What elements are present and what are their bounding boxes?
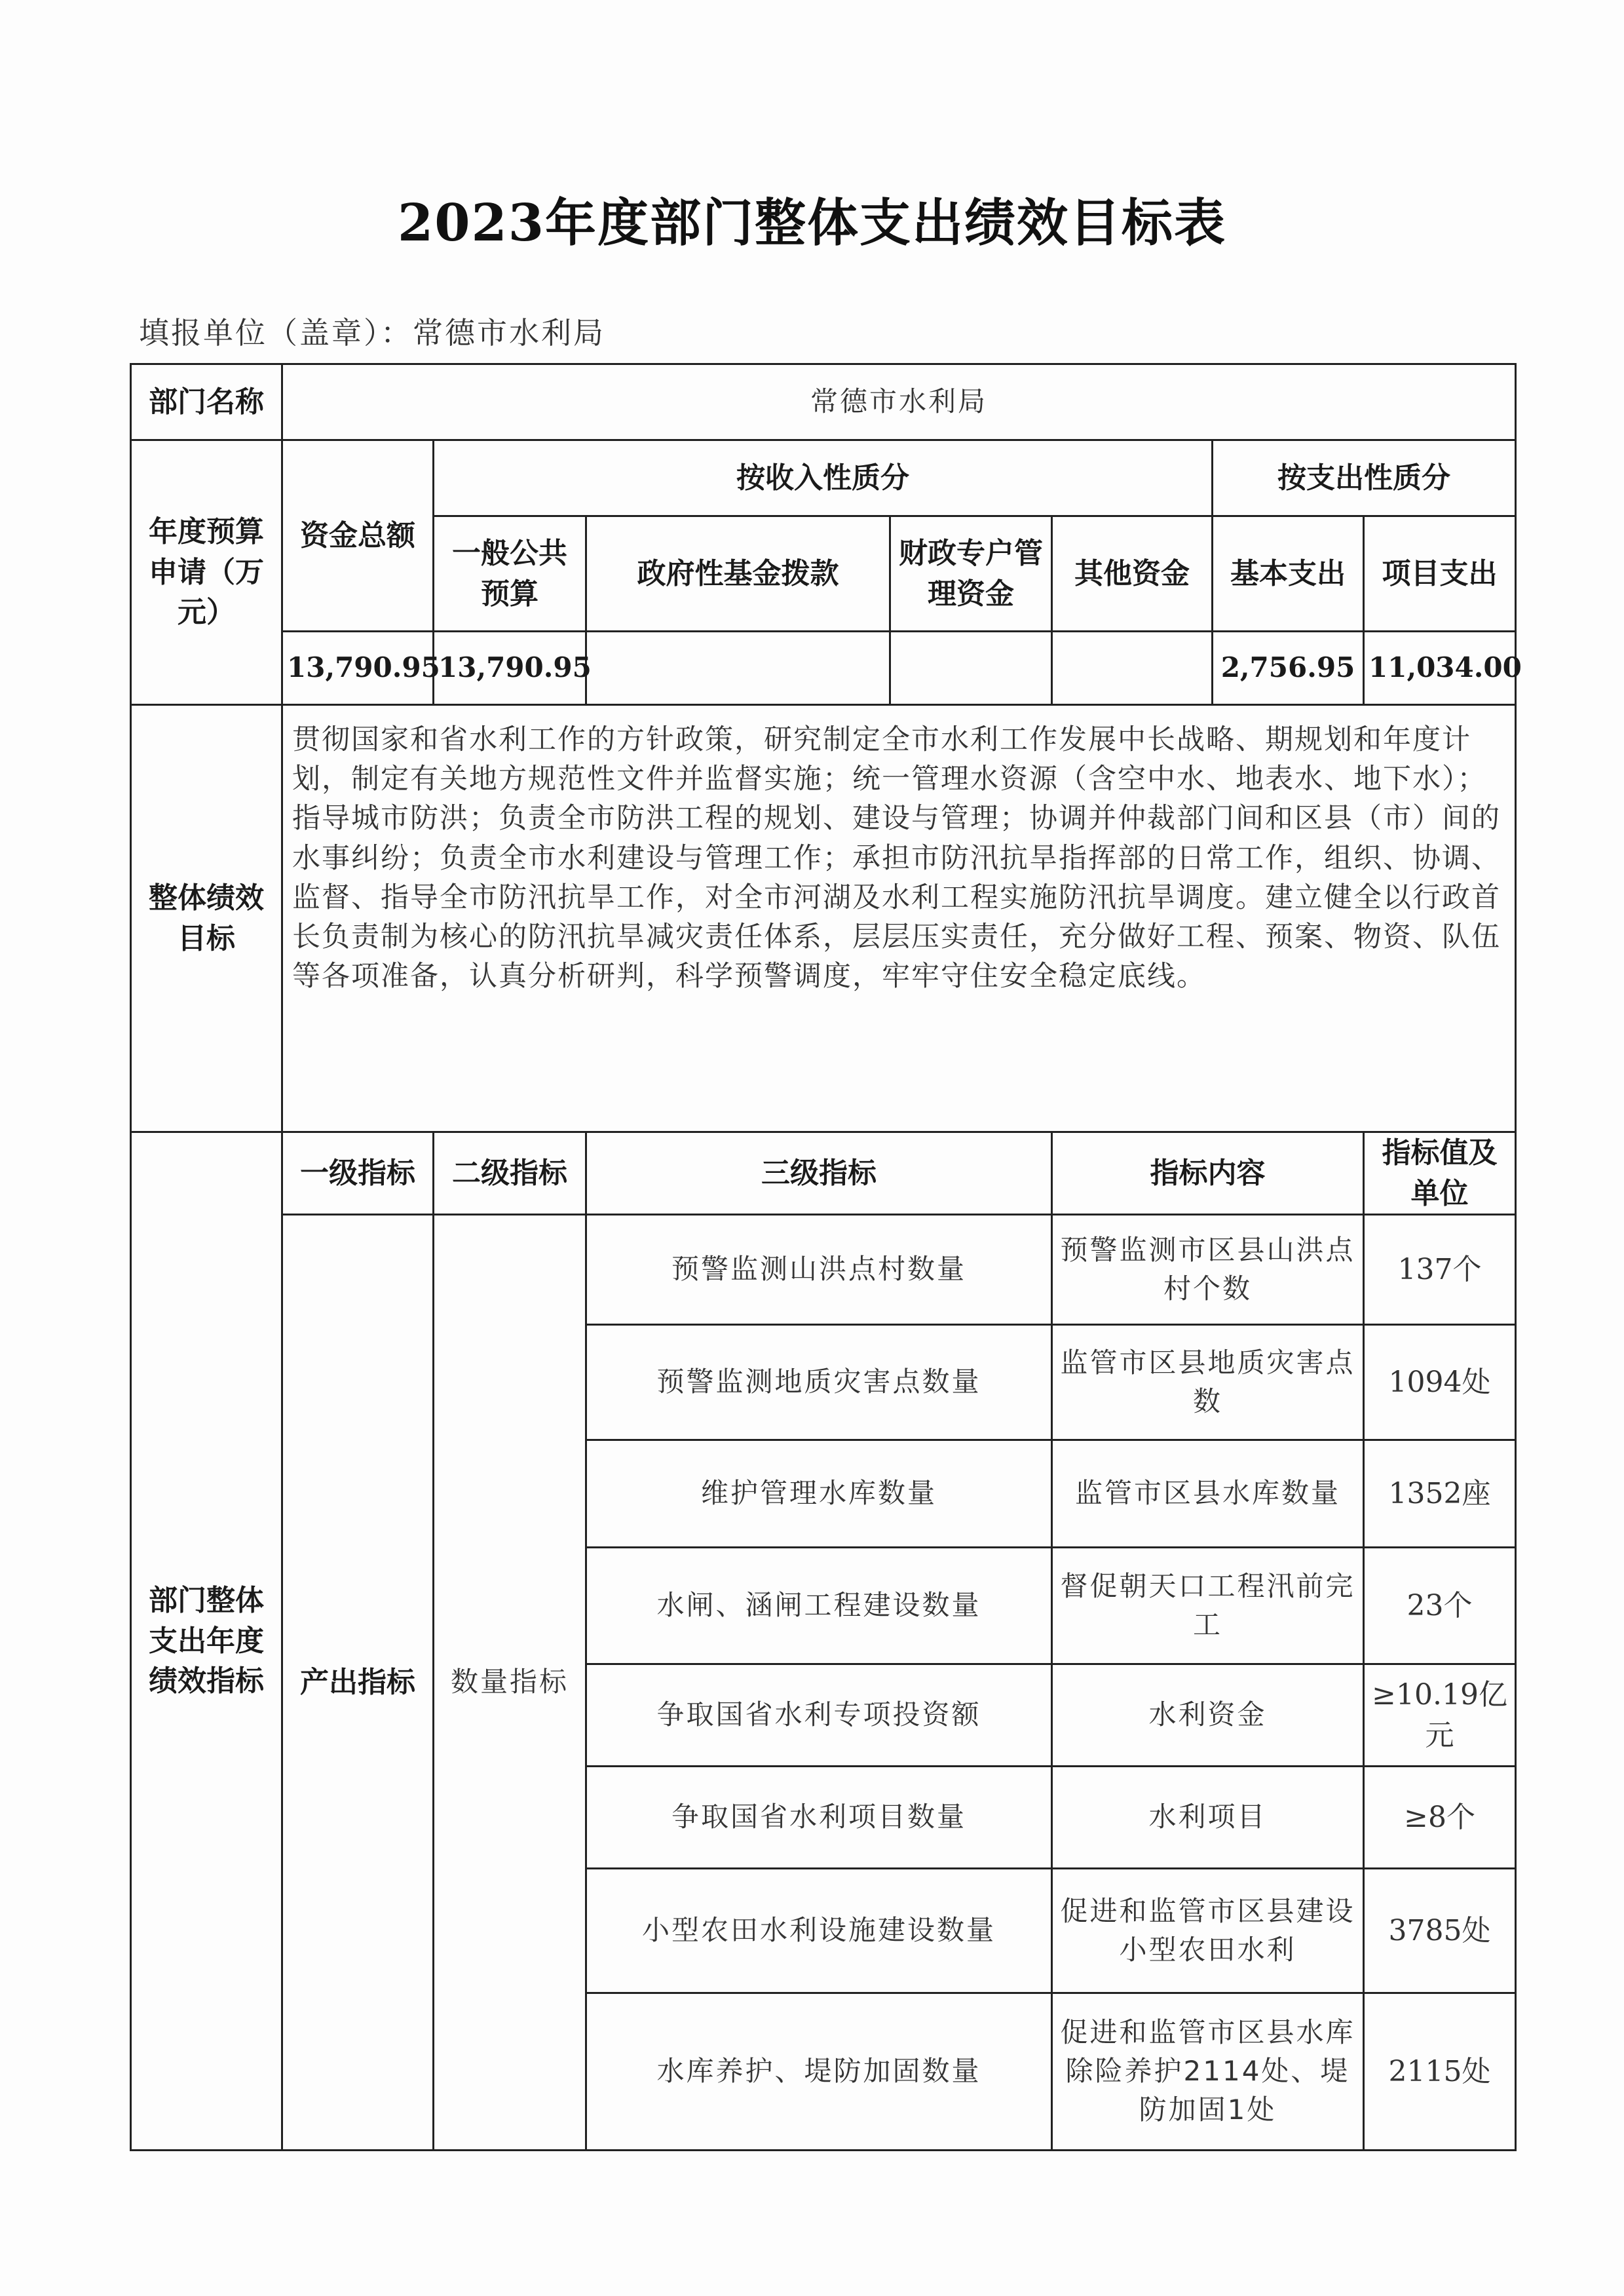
other-funds-value [1052, 632, 1213, 705]
filler-unit-label: 填报单位（盖章）：常德市水利局 [139, 315, 605, 351]
project-expense-label: 项目支出 [1364, 516, 1516, 632]
special-account-label: 财政专户管理资金 [890, 516, 1052, 632]
project-expense-value: 11,034.00 [1364, 632, 1516, 705]
overall-goal-label: 整体绩效目标 [131, 705, 282, 1132]
indicator-row-4-l3: 水闸、涵闸工程建设数量 [586, 1548, 1052, 1664]
overall-goal-text: 贯彻国家和省水利工作的方针政策，研究制定全市水利工作发展中长战略、期规划和年度计划，制定有关地方规范性文件并监督实施；统一管理水资源（含空中水、地表水、地下水）；指导城市防洪；负责全市防洪工程的规划、建设与管理；协调并仲裁部门间和区县（市）间的水事纠纷；负责全市水利建设与管理工作；承担市防汛抗旱指挥部的日常工作，组织、协调、监督、指导全市防汛抗旱工作，对全市河湖及水利工程实施防汛抗旱调度。建立健全以行政首长负责制为核心的防汛抗旱减灾责任体系，层层压实责任，充分做好工程、预案、物资、队伍等各项准备，认真分析研判，科学预警调度，牢牢守住安全稳定底线。 [282, 705, 1516, 1132]
indicator-row-4-content: 督促朝天口工程汛前完工 [1052, 1548, 1364, 1664]
value-header: 指标值及单位 [1364, 1132, 1516, 1215]
other-funds-label: 其他资金 [1052, 516, 1213, 632]
content-header: 指标内容 [1052, 1132, 1364, 1215]
by-expense-label: 按支出性质分 [1213, 440, 1516, 516]
indicator-row-8-l3: 水库养护、堤防加固数量 [586, 1993, 1052, 2151]
by-income-label: 按收入性质分 [434, 440, 1213, 516]
gov-fund-value [586, 632, 890, 705]
indicator-row-2-content: 监管市区县地质灾害点数 [1052, 1325, 1364, 1440]
page-title: 2023年度部门整体支出绩效目标表 [397, 193, 1227, 253]
indicator-row-6-content: 水利项目 [1052, 1767, 1364, 1869]
indicator-row-5-l3: 争取国省水利专项投资额 [586, 1664, 1052, 1767]
budget-label: 年度预算申请（万元） [131, 440, 282, 705]
level3-header: 三级指标 [586, 1132, 1052, 1215]
indicator-row-7-l3: 小型农田水利设施建设数量 [586, 1869, 1052, 1993]
level1-header: 一级指标 [282, 1132, 434, 1215]
gov-fund-label: 政府性基金拨款 [586, 516, 890, 632]
general-budget-label: 一般公共预算 [434, 516, 586, 632]
indicator-row-2-value: 1094处 [1364, 1325, 1516, 1440]
indicator-row-5-value: ≥10.19亿元 [1364, 1664, 1516, 1767]
dept-name-value: 常德市水利局 [282, 364, 1516, 440]
dept-name-label: 部门名称 [131, 364, 282, 440]
indicator-row-7-content: 促进和监管市区县建设小型农田水利 [1052, 1869, 1364, 1993]
indicator-row-6-value: ≥8个 [1364, 1767, 1516, 1869]
indicator-row-5-content: 水利资金 [1052, 1664, 1364, 1767]
special-account-value [890, 632, 1052, 705]
basic-expense-value: 2,756.95 [1213, 632, 1364, 705]
level2-value: 数量指标 [434, 1215, 586, 2151]
indicator-row-4-value: 23个 [1364, 1548, 1516, 1664]
indicator-row-6-l3: 争取国省水利项目数量 [586, 1767, 1052, 1869]
indicators-section-label: 部门整体支出年度绩效指标 [131, 1132, 282, 2151]
general-budget-value: 13,790.95 [434, 632, 586, 705]
indicator-row-3-l3: 维护管理水库数量 [586, 1440, 1052, 1548]
indicator-row-3-content: 监管市区县水库数量 [1052, 1440, 1364, 1548]
indicator-row-1-l3: 预警监测山洪点村数量 [586, 1215, 1052, 1325]
indicator-row-2-l3: 预警监测地质灾害点数量 [586, 1325, 1052, 1440]
indicator-row-8-content: 促进和监管市区县水库除险养护2114处、堤防加固1处 [1052, 1993, 1364, 2151]
indicator-row-7-value: 3785处 [1364, 1869, 1516, 1993]
indicator-row-1-value: 137个 [1364, 1215, 1516, 1325]
indicator-row-8-value: 2115处 [1364, 1993, 1516, 2151]
total-funds-value: 13,790.95 [282, 632, 434, 705]
basic-expense-label: 基本支出 [1213, 516, 1364, 632]
indicator-row-1-content: 预警监测市区县山洪点村个数 [1052, 1215, 1364, 1325]
level1-value: 产出指标 [282, 1215, 434, 2151]
level2-header: 二级指标 [434, 1132, 586, 1215]
total-funds-label: 资金总额 [282, 440, 434, 632]
performance-target-table [130, 363, 1522, 2151]
indicator-row-3-value: 1352座 [1364, 1440, 1516, 1548]
